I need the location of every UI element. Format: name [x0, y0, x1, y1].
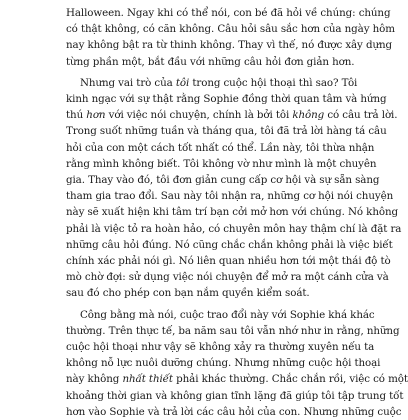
text-run: này không: [66, 373, 123, 386]
text-line: rằng mình không biết. Tôi không vờ như mình là một chuyên: [66, 157, 377, 170]
text-line: Trong suốt những tuần và tháng qua, tôi đã trả lời hàng tá câu: [66, 125, 387, 138]
text-run: có câu trả lời.: [324, 109, 398, 122]
text-line: Halloween. Ngay khi có thể nói, con bé đã hỏi về chúng: chúng: [66, 7, 391, 19]
text-run: thú: [66, 109, 87, 122]
text-line: Công bằng mà nói, cuộc trao đổi này với Sophie khá khác: [80, 308, 375, 321]
text-line: mò chờ đợi: sử dụng việc nói chuyện để mở ra một cánh cửa và: [66, 271, 389, 284]
text-line: nay không bật ra từ thinh không. Thay vì thế, nó được xây dựng: [66, 39, 392, 52]
paragraph: [66, 307, 408, 420]
text-line: sau đó cho phép con bạn nắm quyền kiểm soát.: [66, 287, 310, 300]
text-line: những câu hỏi đúng. Nó cũng chắc chắn không phải là việc biết: [66, 238, 393, 251]
emphasis: nhất thiết: [122, 373, 173, 386]
text-line: này sẽ xuất hiện khi tâm trí bạn cởi mở hơn với chúng. Nó không: [66, 206, 398, 219]
text-line: thường. Trên thực tế, ba năm sau tôi vẫn nhớ như in rằng, những: [66, 324, 400, 337]
paragraph: [66, 5, 395, 70]
text-line: phải là việc tỏ ra hoàn hảo, có chuyên môn hay thậm chí là đặt ra: [66, 222, 402, 235]
text-run: với việc nói chuyện, chính là bởi tôi: [105, 109, 293, 122]
text-line: kinh ngạc với sự thật rằng Sophie đồng thời quan tâm và hứng: [66, 93, 387, 106]
text-line: hỏi của con một cách tốt nhất có thể. Lần này, tôi thừa nhận: [66, 141, 375, 154]
text-line: cuộc hội thoại như vậy sẽ không xảy ra thường xuyên nếu ta: [66, 341, 375, 354]
text-line: [66, 107, 398, 123]
text-line: từng phần một, bắt đầu với những câu hỏi đơn giản hơn.: [66, 55, 355, 68]
text-line: [66, 75, 358, 91]
emphasis: tôi: [175, 76, 190, 89]
text-line: không nỗ lực nuôi dưỡng chúng. Nhưng những cuộc hội thoại: [66, 357, 381, 370]
text-line: chính xác phải nói gì. Nó liên quan nhiều hơn tới một thái độ tò: [66, 255, 391, 268]
text-run: Nhưng vai trò của: [80, 76, 176, 89]
text-line: gia. Thay vào đó, tôi đơn giản cung cấp cơ hội và sự sẵn sàng: [66, 174, 380, 187]
text-line: [66, 371, 408, 387]
text-line: có thật không, có căn không. Câu hỏi sâu sắc hơn của ngày hôm: [66, 23, 395, 36]
emphasis: hơn: [86, 109, 106, 122]
text-run: phải khác thường. Chắc chắn rồi, việc có một: [172, 373, 408, 386]
text-run: trong cuộc hội thoại thì sao? Tôi: [189, 76, 358, 89]
text-line: hơn vào Sophie và trả lời các câu hỏi của con. Nhưng những cuộc: [66, 405, 402, 418]
emphasis: không: [292, 109, 325, 122]
paragraph: [66, 75, 402, 302]
text-line: tham gia trao đổi. Sau này tôi nhận ra, những cơ hội nói chuyện: [66, 190, 394, 203]
text-line: khoảng thời gian và không gian tĩnh lặng đã giúp tôi tập trung tốt: [66, 389, 404, 402]
body-text: [66, 5, 408, 420]
